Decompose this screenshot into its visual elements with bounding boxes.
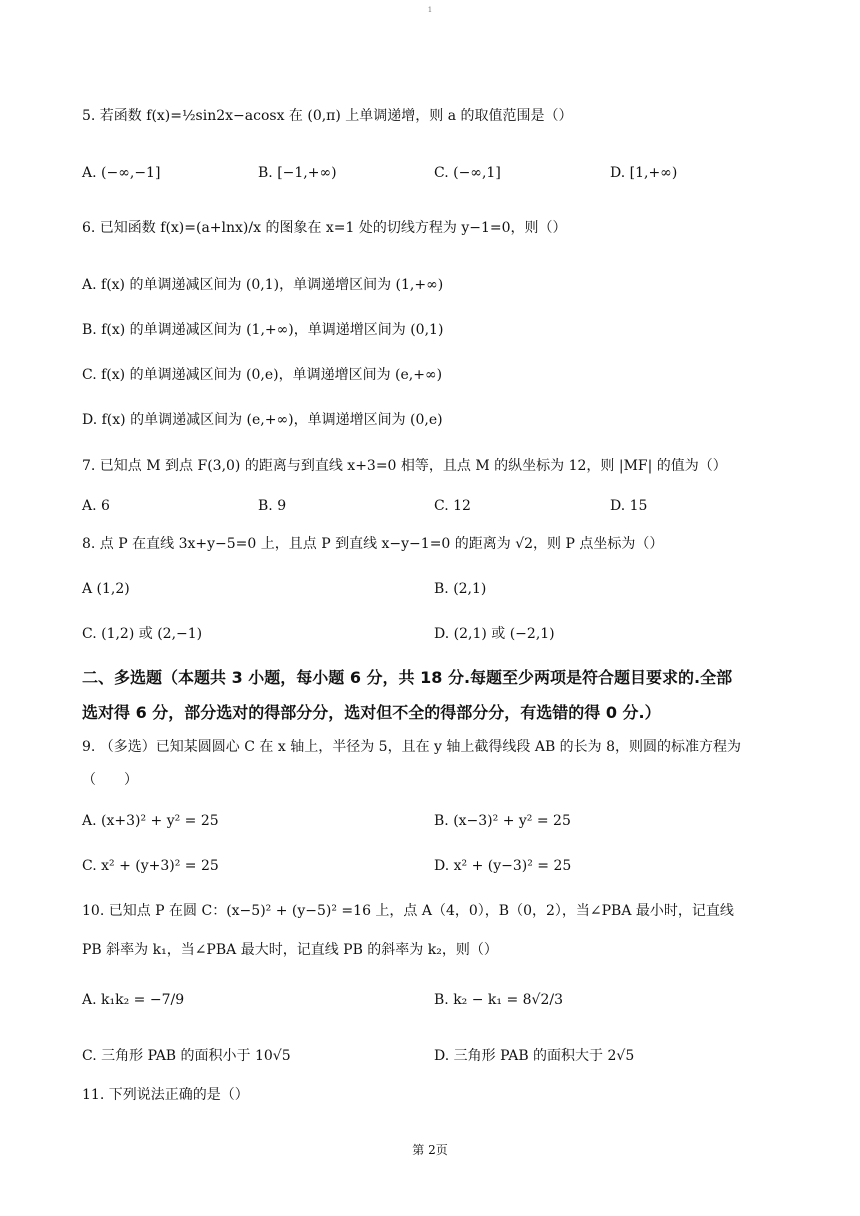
q10-option-c: C. 三角形 PAB 的面积小于 10√5	[82, 1048, 291, 1064]
q5-option-a: A. (−∞,−1]	[82, 165, 161, 181]
q8-option-b: B. (2,1)	[434, 581, 487, 597]
section-heading-line2: 选对得 6 分，部分选对的得部分分，选对但不全的得部分分，有选错的得 0 分.）	[82, 703, 661, 722]
q6-option-b: B. f(x) 的单调递减区间为 (1,+∞)，单调递增区间为 (0,1)	[82, 322, 444, 338]
section-heading-line1: 二、多选题（本题共 3 小题，每小题 6 分，共 18 分.每题至少两项是符合题目要求的.全部	[82, 668, 733, 687]
page-footer: 第 2页	[412, 1143, 448, 1157]
q10-option-a: A. k₁k₂ = −7/9	[82, 992, 185, 1008]
q5-option-b: B. [−1,+∞)	[258, 165, 337, 181]
q9-option-b: B. (x−3)² + y² = 25	[434, 813, 571, 829]
q8-option-c: C. (1,2) 或 (2,−1)	[82, 626, 203, 642]
q9-stem-blank: （ ）	[82, 772, 138, 788]
q9-option-d: D. x² + (y−3)² = 25	[434, 858, 572, 874]
q5-option-d: D. [1,+∞)	[610, 165, 678, 181]
q6-option-c: C. f(x) 的单调递减区间为 (0,e)，单调递增区间为 (e,+∞)	[82, 367, 443, 383]
q9-option-c: C. x² + (y+3)² = 25	[82, 858, 219, 874]
q10-stem: 10. 已知点 P 在圆 C：(x−5)² + (y−5)² =16 上，点 A（4，0），B（0，2），当∠PBA 最小时，记直线	[82, 903, 734, 919]
q6-stem: 6. 已知函数 f(x)=(a+lnx)/x 的图象在 x=1 处的切线方程为 y−1=0，则（）	[82, 220, 567, 236]
q8-option-a: A (1,2)	[82, 581, 130, 597]
q5-stem: 5. 若函数 f(x)=½sin2x−acosx 在 (0,π) 上单调递增，则 a 的取值范围是（）	[82, 108, 573, 124]
q10-option-b: B. k₂ − k₁ = 8√2/3	[434, 992, 564, 1008]
q10-stem-line2: PB 斜率为 k₁，当∠PBA 最大时，记直线 PB 的斜率为 k₂，则（）	[82, 942, 498, 958]
q7-option-b: B. 9	[258, 498, 287, 514]
page-mark: 1	[427, 6, 433, 14]
q8-stem: 8. 点 P 在直线 3x+y−5=0 上，且点 P 到直线 x−y−1=0 的距离为 √2，则 P 点坐标为（）	[82, 536, 664, 552]
q9-stem: 9. （多选）已知某圆圆心 C 在 x 轴上，半径为 5，且在 y 轴上截得线段 AB 的长为 8，则圆的标准方程为	[82, 739, 742, 755]
q7-stem: 7. 已知点 M 到点 F(3,0) 的距离与到直线 x+3=0 相等，且点 M 的纵坐标为 12，则 |MF| 的值为（）	[82, 458, 727, 474]
q11-stem: 11. 下列说法正确的是（）	[82, 1087, 249, 1103]
q6-option-d: D. f(x) 的单调递减区间为 (e,+∞)，单调递增区间为 (0,e)	[82, 412, 443, 428]
q7-option-c: C. 12	[434, 498, 471, 514]
q10-option-d: D. 三角形 PAB 的面积大于 2√5	[434, 1048, 635, 1064]
q7-option-d: D. 15	[610, 498, 648, 514]
q6-option-a: A. f(x) 的单调递减区间为 (0,1)，单调递增区间为 (1,+∞)	[82, 277, 444, 293]
q9-option-a: A. (x+3)² + y² = 25	[82, 813, 219, 829]
q7-option-a: A. 6	[82, 498, 110, 514]
q8-option-d: D. (2,1) 或 (−2,1)	[434, 626, 555, 642]
q5-option-c: C. (−∞,1]	[434, 165, 501, 181]
